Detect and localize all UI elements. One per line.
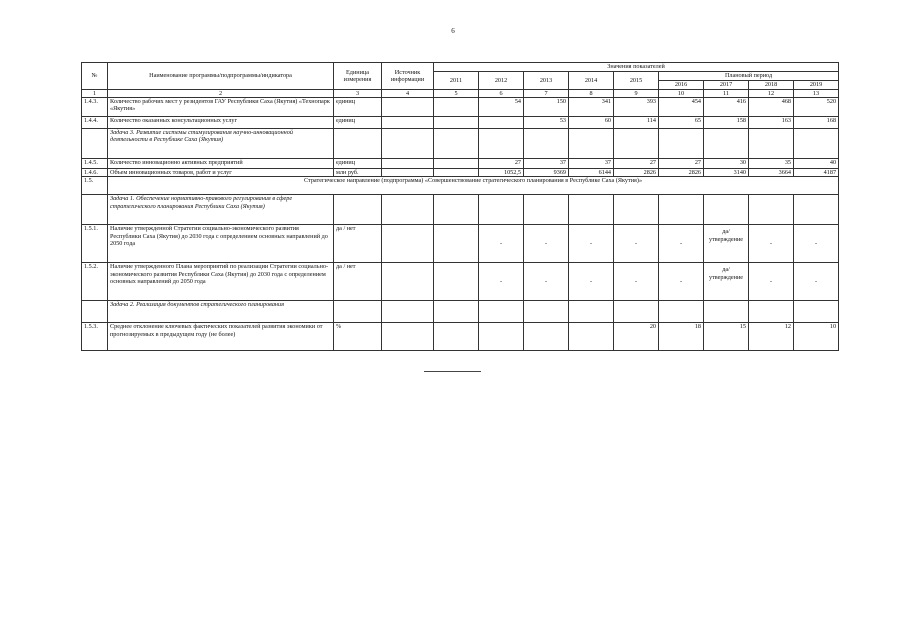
task-2-label: Задача 2. Реализация документов стратегического планирования	[108, 301, 334, 323]
value-cell	[479, 323, 524, 351]
value-cell	[434, 263, 479, 301]
row-name: Среднее отклонение ключевых фактических показателей развития экономики от прогнозируемых в предыдущем году (не более)	[108, 323, 334, 351]
section-title: Стратегическое направление (подпрограмма) «Совершенствование стратегического планирования в Республике Саха (Якутия)»	[108, 177, 839, 195]
section-no: 1.5.	[82, 177, 108, 195]
header-no: №	[82, 63, 108, 90]
colnum: 11	[704, 90, 749, 98]
row-unit: единиц	[334, 159, 382, 169]
row-source	[382, 169, 434, 177]
page-number: 6	[451, 27, 455, 35]
row-name: Объем инновационных товаров, работ и услуг	[108, 169, 334, 177]
value-cell: 27	[479, 159, 524, 169]
header-unit: Единица измерения	[334, 63, 382, 90]
row-name: Наличие утвержденного Плана мероприятий по реализации Стратегии социально-экономического развития Республики Саха (Якутия) до 2030 года с определением основных направлений до 2050 года	[108, 263, 334, 301]
value-cell: 3140	[704, 169, 749, 177]
value-cell: 341	[569, 98, 614, 117]
value-cell: 1052,5	[479, 169, 524, 177]
row-no: 1.4.3.	[82, 98, 108, 117]
header-year-2016: 2016	[659, 81, 704, 90]
row-source	[382, 159, 434, 169]
value-cell: 18	[659, 323, 704, 351]
value-cell	[434, 323, 479, 351]
row-source	[382, 263, 434, 301]
value-cell: 6144	[569, 169, 614, 177]
header-year-2012: 2012	[479, 72, 524, 90]
column-numbers-row	[82, 90, 839, 98]
value-cell: -	[569, 225, 614, 263]
value-cell	[479, 117, 524, 129]
value-cell: да/ утверждение	[704, 225, 749, 263]
value-cell: 158	[704, 117, 749, 129]
row-source	[382, 98, 434, 117]
value-cell: 54	[479, 98, 524, 117]
value-cell: 150	[524, 98, 569, 117]
value-cell: 2826	[614, 169, 659, 177]
value-cell	[434, 98, 479, 117]
value-cell: -	[659, 225, 704, 263]
section-row	[82, 177, 839, 195]
header-values: Значения показателей	[434, 63, 839, 72]
row-no: 1.4.4.	[82, 117, 108, 129]
value-cell: -	[479, 225, 524, 263]
value-cell	[434, 225, 479, 263]
header-year-2013: 2013	[524, 72, 569, 90]
value-cell: -	[569, 263, 614, 301]
header-source: Источник информации	[382, 63, 434, 90]
table-row	[82, 98, 839, 117]
colnum: 10	[659, 90, 704, 98]
colnum: 7	[524, 90, 569, 98]
header-planning: Плановый период	[659, 72, 839, 81]
row-no: 1.4.5.	[82, 159, 108, 169]
value-cell: 10	[794, 323, 839, 351]
row-name: Количество рабочих мест у резидентов ГАУ Республики Саха (Якутия) «Технопарк «Якутия»	[108, 98, 334, 117]
row-name: Количество инновационно активных предприятий	[108, 159, 334, 169]
row-no: 1.5.2.	[82, 263, 108, 301]
value-cell: 4187	[794, 169, 839, 177]
value-cell: 53	[524, 117, 569, 129]
value-cell: -	[794, 225, 839, 263]
value-cell	[434, 117, 479, 129]
value-cell: 37	[524, 159, 569, 169]
row-unit: %	[334, 323, 382, 351]
row-unit: единиц	[334, 117, 382, 129]
colnum: 3	[334, 90, 382, 98]
value-cell	[569, 323, 614, 351]
value-cell: 163	[749, 117, 794, 129]
colnum: 6	[479, 90, 524, 98]
header-name: Наименование программы/подпрограммы/индикатора	[108, 63, 334, 90]
header-year-2018: 2018	[749, 81, 794, 90]
value-cell: 2826	[659, 169, 704, 177]
value-cell: 35	[749, 159, 794, 169]
colnum: 8	[569, 90, 614, 98]
task-row	[82, 301, 839, 323]
value-cell: -	[659, 263, 704, 301]
value-cell: -	[749, 225, 794, 263]
indicators-table	[81, 62, 839, 351]
row-unit: млн руб.	[334, 169, 382, 177]
colnum: 12	[749, 90, 794, 98]
value-cell: 468	[749, 98, 794, 117]
table-row	[82, 323, 839, 351]
table-row	[82, 263, 839, 301]
task-row	[82, 129, 839, 159]
value-cell: -	[479, 263, 524, 301]
row-no: 1.4.6.	[82, 169, 108, 177]
value-cell: 12	[749, 323, 794, 351]
colnum: 13	[794, 90, 839, 98]
row-unit: да / нет	[334, 225, 382, 263]
value-cell: 60	[569, 117, 614, 129]
row-no: 1.5.1.	[82, 225, 108, 263]
value-cell: 520	[794, 98, 839, 117]
row-unit: да / нет	[334, 263, 382, 301]
value-cell: 15	[704, 323, 749, 351]
table-row	[82, 169, 839, 177]
value-cell: 40	[794, 159, 839, 169]
value-cell	[434, 169, 479, 177]
value-cell: 27	[659, 159, 704, 169]
value-cell: 37	[569, 159, 614, 169]
colnum: 2	[108, 90, 334, 98]
header-year-2017: 2017	[704, 81, 749, 90]
value-cell	[524, 323, 569, 351]
colnum: 1	[82, 90, 108, 98]
colnum: 5	[434, 90, 479, 98]
value-cell: 454	[659, 98, 704, 117]
value-cell: 27	[614, 159, 659, 169]
row-name: Количество оказанных консультационных услуг	[108, 117, 334, 129]
value-cell: -	[794, 263, 839, 301]
value-cell: 9369	[524, 169, 569, 177]
row-source	[382, 225, 434, 263]
row-unit: единиц	[334, 98, 382, 117]
value-cell: -	[524, 263, 569, 301]
header-year-2011: 2011	[434, 72, 479, 90]
value-cell: -	[614, 225, 659, 263]
value-cell: -	[749, 263, 794, 301]
header-year-2014: 2014	[569, 72, 614, 90]
value-cell: да/ утверждение	[704, 263, 749, 301]
row-no: 1.5.3.	[82, 323, 108, 351]
value-cell: 20	[614, 323, 659, 351]
header-year-2015: 2015	[614, 72, 659, 90]
value-cell: 168	[794, 117, 839, 129]
table-row	[82, 225, 839, 263]
table-row	[82, 117, 839, 129]
task-3-label: Задача 3. Развитие системы стимулирования научно-инновационной деятельности в Республике Саха (Якутия)	[108, 129, 334, 159]
row-source	[382, 117, 434, 129]
value-cell: 114	[614, 117, 659, 129]
value-cell: 30	[704, 159, 749, 169]
row-source	[382, 323, 434, 351]
table-row	[82, 159, 839, 169]
colnum: 4	[382, 90, 434, 98]
value-cell: 416	[704, 98, 749, 117]
value-cell: -	[524, 225, 569, 263]
footer-divider	[424, 371, 481, 372]
value-cell: 3664	[749, 169, 794, 177]
task-1-label: Задача 1. Обеспечение нормативно-правового регулирования в сфере стратегического планирования Республики Саха (Якутия)	[108, 195, 334, 225]
header-year-2019: 2019	[794, 81, 839, 90]
task-row	[82, 195, 839, 225]
value-cell	[434, 159, 479, 169]
value-cell: 393	[614, 98, 659, 117]
value-cell: -	[614, 263, 659, 301]
value-cell: 65	[659, 117, 704, 129]
row-name: Наличие утвержденной Стратегии социально-экономического развития Республики Саха (Якутия) до 2030 года с определением основных направлений до 2050 года	[108, 225, 334, 263]
colnum: 9	[614, 90, 659, 98]
